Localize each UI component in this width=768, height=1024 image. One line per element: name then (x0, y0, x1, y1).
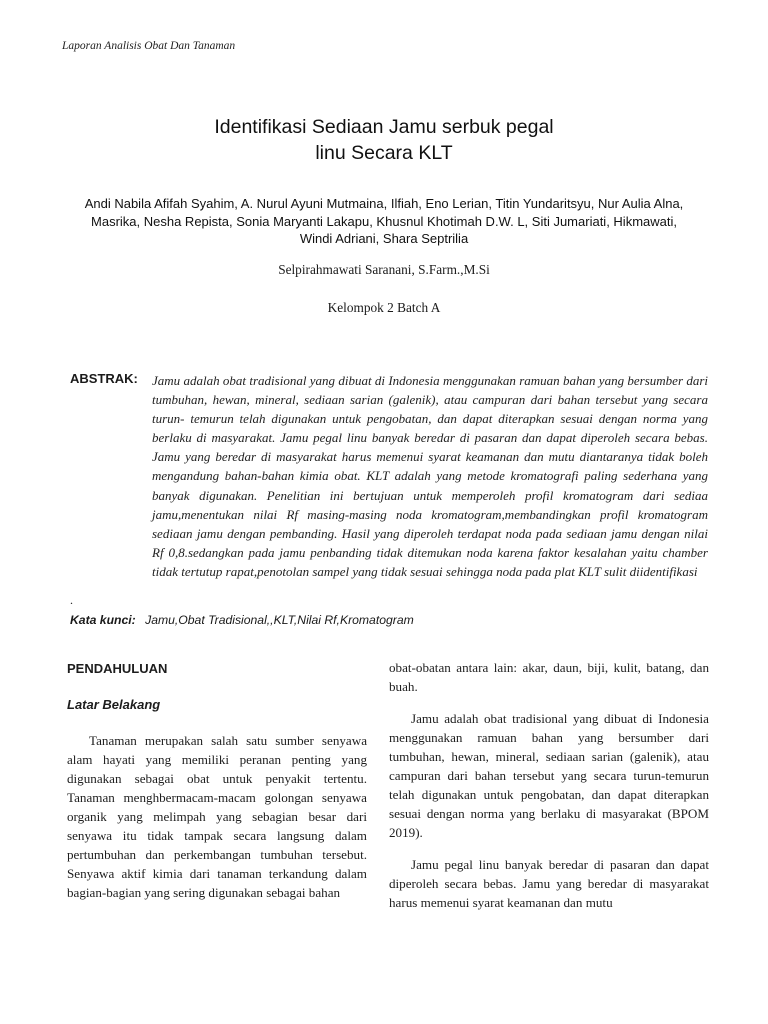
supervisor: Selpirahmawati Saranani, S.Farm.,M.Si (278, 262, 490, 277)
body-paragraph: Jamu pegal linu banyak beredar di pasaran dan dapat diperoleh secara bebas. Jamu yang beredar di masyarakat harus memenui syarat keamanan dan mutu (389, 857, 709, 910)
section-heading: PENDAHULUAN (67, 661, 168, 676)
keywords-label: Kata kunci: (70, 613, 136, 627)
stray-mark: . (70, 593, 73, 607)
title-line-1: Identifikasi Sediaan Jamu serbuk pegal (214, 116, 554, 138)
author-list (58, 195, 710, 248)
authors-line-1: Andi Nabila Afifah Syahim, A. Nurul Ayuni Mutmaina, Ilfiah, Eno Lerian, Titin Yundaritsyu, Nur Aulia Alna, (84, 196, 684, 211)
abstract-label: ABSTRAK: (70, 371, 138, 386)
body-paragraph: Tanaman merupakan salah satu sumber senyawa alam hayati yang memiliki peranan penting yang digunakan sebagai obat untuk penyakit tertentu. Tanaman menghbermacam-macam golongan senyawa organik yang melimpah yang sebagian besar dari senyawa itu tidak tampak secara langsung dalam pertumbuhan dan perkembangan tumbuhan tersebut. Senyawa aktif kimia dari tanaman terkandung dalam bagian-bagian yang sering digunakan sebagai bahan (67, 733, 367, 900)
body-paragraph: Jamu adalah obat tradisional yang dibuat di Indonesia menggunakan ramuan bahan yang bersumber dari tumbuhan, hewan, mineral, sediaan sarian (galenik), atau campuran dari bahan tersebut yang secara turun-temurun telah digunakan untuk pengobatan, dan dapat diterapkan sesuai dengan norma yang berlaku di masyarakat (BPOM 2019). (389, 711, 709, 840)
group-label: Kelompok 2 Batch A (327, 300, 441, 315)
running-header: Laporan Analisis Obat Dan Tanaman (62, 40, 236, 52)
right-column (389, 658, 709, 925)
authors-line-2: Masrika, Nesha Repista, Sonia Maryanti Lakapu, Khusnul Khotimah D.W. L, Siti Jumariati, Hikmawati, (91, 213, 677, 229)
abstract-text: Jamu adalah obat tradisional yang dibuat di Indonesia menggunakan ramuan bahan yang bersumber dari tumbuhan, hewan, mineral, sediaan sarian (galenik), atau campuran dari bahan tersebut yang secara turun- temurun telah digunakan untuk pengobatan, dan dapat diterapkan sesuai dengan norma yang berlaku di masyarakat. Jamu pegal linu banyak beredar di pasaran dan dapat diperoleh secara bebas. Jamu yang beredar di masyarakat harus memenui syarat keamanan dan mutu diantaranya tidak boleh mengandung bahan-bahan kimia obat. KLT adalah yang metode kromatografi paling sederhana yang banyak digunakan. Penelitian ini bertujuan untuk memperoleh profil kromatogram dari sediaa jamu,menentukan nilai Rf masing-masing noda kromatogram,membandingkan profil kromatogram sediaan jamu dengan pembanding. Hasil yang diperoleh terdapat noda pada sediaan jamu dengan nilai Rf 0,8.sedangkan pada jamu penbanding tidak ditemukan noda karena faktor kesalahan yaitu chamber tidak tertutup rapat,penotolan sampel yang tidak sesuai sehingga noda pada plat KLT sulit diidentifikasi (152, 373, 708, 579)
keywords-values: Jamu,Obat Tradisional,,KLT,Nilai Rf,Kromatogram (145, 613, 414, 627)
body-paragraph: obat-obatan antara lain: akar, daun, biji, kulit, batang, dan buah. (389, 660, 709, 694)
paper-title (0, 114, 768, 166)
keywords (70, 613, 414, 627)
authors-line-3: Windi Adriani, Shara Septrilia (299, 231, 469, 246)
left-column (67, 660, 367, 916)
title-line-2: linu Secara KLT (315, 142, 453, 164)
subsection-heading: Latar Belakang (67, 697, 161, 712)
